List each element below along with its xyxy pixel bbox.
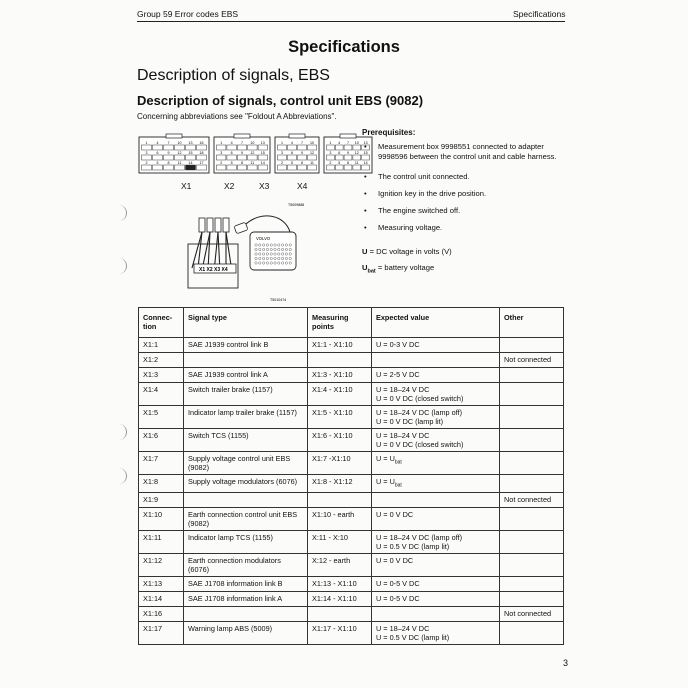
cell-other: [500, 592, 564, 607]
cell-connection: X1:1: [139, 338, 184, 353]
cell-expected-value: [372, 493, 500, 508]
header-expected-value: Expected value: [372, 308, 500, 338]
header-left: Group 59 Error codes EBS: [137, 9, 239, 19]
svg-text:5: 5: [291, 161, 293, 166]
svg-text:3: 3: [145, 151, 148, 156]
svg-text:2: 2: [329, 161, 332, 166]
svg-text:4: 4: [338, 141, 341, 146]
cell-connection: X1:3: [139, 368, 184, 383]
svg-text:10: 10: [177, 141, 182, 146]
svg-text:9: 9: [167, 151, 170, 156]
cell-signal-type: Earth connection control unit EBS (9082): [184, 508, 308, 531]
cell-connection: X1:6: [139, 429, 184, 452]
svg-text:15: 15: [188, 151, 193, 156]
prerequisite-item: • The engine switched off.: [362, 206, 562, 216]
svg-text:8: 8: [241, 161, 243, 166]
table-row: [139, 607, 564, 622]
cell-measuring-points: X1:8 - X1:12: [308, 475, 372, 493]
cell-other: [500, 338, 564, 353]
cell-other: [500, 475, 564, 493]
cell-expected-value: U = 2-5 V DC: [372, 368, 500, 383]
cell-signal-type: SAE J1939 control link A: [184, 368, 308, 383]
cell-measuring-points: X1:5 - X1:10: [308, 406, 372, 429]
legend-ubat: $U_{bat}$ = battery voltage: [362, 263, 435, 275]
svg-text:14: 14: [188, 161, 193, 166]
table-row: [139, 592, 564, 607]
prerequisites-list: [362, 142, 562, 239]
svg-text:14: 14: [363, 161, 368, 166]
svg-text:10: 10: [250, 141, 255, 146]
svg-text:11: 11: [354, 161, 359, 166]
cell-signal-type: Supply voltage modulators (6076): [184, 475, 308, 493]
table-row: [139, 531, 564, 554]
figure1-code: T5009888: [288, 203, 305, 207]
table-row: [139, 429, 564, 452]
table-row: [139, 554, 564, 577]
cell-expected-value: [372, 353, 500, 368]
page-number: 3: [563, 658, 569, 668]
table-row: [139, 475, 564, 493]
cell-expected-value: U = 0-5 V DC: [372, 592, 500, 607]
cell-signal-type: Supply voltage control unit EBS (9082): [184, 452, 308, 475]
svg-text:12: 12: [250, 151, 255, 156]
svg-text:15: 15: [260, 151, 265, 156]
cell-other: [500, 508, 564, 531]
svg-text:10: 10: [310, 141, 314, 146]
signals-table: [138, 307, 564, 645]
cell-expected-value: U = 0-3 V DC: [372, 338, 500, 353]
prerequisite-item: • Measurement box 9998551 connected to adapter 9998596 between the control unit and cable harness.: [362, 142, 562, 162]
brand-label: VOLVO: [256, 236, 271, 241]
cell-measuring-points: X1:7 -X1:10: [308, 452, 372, 475]
cell-expected-value: U = 18–24 V DC (lamp off) U = 0 V DC (lamp lit): [372, 406, 500, 429]
cell-measuring-points: X1:6 - X1:10: [308, 429, 372, 452]
header-connection: Connec-tion: [139, 308, 184, 338]
legend-u: U = DC voltage in volts (V): [362, 247, 452, 256]
cell-connection: X1:14: [139, 592, 184, 607]
svg-text:1: 1: [281, 141, 283, 146]
svg-text:4: 4: [230, 141, 233, 146]
svg-text:13: 13: [363, 141, 368, 146]
cell-signal-type: Warning lamp ABS (5009): [184, 622, 308, 645]
figure2-code: T5010474: [270, 298, 287, 302]
cell-measuring-points: X1:14 - X1:10: [308, 592, 372, 607]
cell-expected-value: $U = U_{bat}$: [372, 475, 500, 493]
cell-measuring-points: X1:1 - X1:10: [308, 338, 372, 353]
svg-text:7: 7: [167, 141, 170, 146]
svg-text:4: 4: [291, 141, 293, 146]
svg-text:6: 6: [338, 151, 341, 156]
cell-other: [500, 383, 564, 406]
cell-other: [500, 577, 564, 592]
cell-measuring-points: X:11 - X:10: [308, 531, 372, 554]
svg-text:7: 7: [241, 141, 243, 146]
header-other: Other: [500, 308, 564, 338]
svg-text:7: 7: [347, 141, 349, 146]
cell-measuring-points: X1:13 - X1:10: [308, 577, 372, 592]
cell-expected-value: $U = U_{bat}$: [372, 452, 500, 475]
cell-expected-value: U = 18–24 V DC U = 0 V DC (closed switch): [372, 429, 500, 452]
svg-text:11: 11: [177, 161, 182, 166]
svg-text:8: 8: [301, 161, 303, 166]
table-row: [139, 452, 564, 475]
cell-expected-value: [372, 607, 500, 622]
cell-expected-value: U = 18–24 V DC (lamp off) U = 0.5 V DC (lamp lit): [372, 531, 500, 554]
svg-text:11: 11: [310, 161, 314, 166]
punch-hole: [116, 468, 127, 484]
header-measuring-points: Measuring points: [308, 308, 372, 338]
table-header-row: [139, 308, 564, 338]
cell-other: [500, 622, 564, 645]
connector-label-x1: X1: [181, 181, 192, 191]
cell-expected-value: U = 0 V DC: [372, 554, 500, 577]
svg-text:2: 2: [145, 161, 148, 166]
cell-connection: X1:2: [139, 353, 184, 368]
section-title: Description of signals, control unit EBS (9082): [137, 93, 424, 108]
svg-text:10: 10: [354, 141, 359, 146]
cell-expected-value: U = 18–24 V DC U = 0.5 V DC (lamp lit): [372, 622, 500, 645]
cell-other: [500, 531, 564, 554]
header-signal-type: Signal type: [184, 308, 308, 338]
svg-text:11: 11: [250, 161, 255, 166]
svg-text:2: 2: [281, 161, 283, 166]
cell-connection: X1:16: [139, 607, 184, 622]
cell-connection: X1:8: [139, 475, 184, 493]
header-right: Specifications: [513, 9, 566, 19]
connector-x3: [275, 134, 319, 173]
connector-diagram: [138, 133, 374, 213]
prerequisites-title: Prerequisites:: [362, 128, 416, 137]
cell-signal-type: Indicator lamp TCS (1155): [184, 531, 308, 554]
cell-measuring-points: X1:3 - X1:10: [308, 368, 372, 383]
svg-text:3: 3: [329, 151, 332, 156]
cell-signal-type: SAE J1708 information link A: [184, 592, 308, 607]
svg-text:9: 9: [301, 151, 303, 156]
cell-other: [500, 554, 564, 577]
cell-signal-type: [184, 353, 308, 368]
cell-other: [500, 406, 564, 429]
svg-text:12: 12: [177, 151, 182, 156]
svg-text:14: 14: [260, 161, 265, 166]
table-row: [139, 406, 564, 429]
svg-text:18: 18: [199, 151, 204, 156]
cell-connection: X1:7: [139, 452, 184, 475]
cell-signal-type: [184, 493, 308, 508]
header-divider: [137, 21, 565, 22]
table-row: [139, 577, 564, 592]
svg-text:13: 13: [260, 141, 265, 146]
svg-text:13: 13: [188, 141, 193, 146]
page-subtitle: Description of signals, EBS: [137, 67, 330, 84]
svg-text:3: 3: [220, 151, 223, 156]
svg-text:15: 15: [363, 151, 368, 156]
cell-signal-type: Indicator lamp trailer brake (1157): [184, 406, 308, 429]
svg-text:6: 6: [230, 151, 233, 156]
cell-signal-type: SAE J1708 information link B: [184, 577, 308, 592]
cell-other: [500, 429, 564, 452]
cell-measuring-points: X1:10 - earth: [308, 508, 372, 531]
table-row: [139, 338, 564, 353]
svg-text:1: 1: [145, 141, 148, 146]
cell-expected-value: U = 0-5 V DC: [372, 577, 500, 592]
page-title: Specifications: [288, 38, 400, 56]
cell-other: Not connected: [500, 607, 564, 622]
cell-other: Not connected: [500, 493, 564, 508]
box-label: X1 X2 X3 X4: [199, 267, 228, 273]
svg-text:1: 1: [220, 141, 223, 146]
table-row: [139, 368, 564, 383]
svg-text:6: 6: [291, 151, 293, 156]
cell-signal-type: Switch trailer brake (1157): [184, 383, 308, 406]
prerequisite-item: • The control unit connected.: [362, 172, 562, 182]
prerequisite-item: • Measuring voltage.: [362, 223, 562, 233]
svg-text:5: 5: [156, 161, 159, 166]
cell-connection: X1:12: [139, 554, 184, 577]
cell-measuring-points: X1:4 - X1:10: [308, 383, 372, 406]
measurement-box-diagram: [180, 210, 330, 305]
svg-text:8: 8: [347, 161, 349, 166]
svg-text:12: 12: [354, 151, 359, 156]
table-row: [139, 493, 564, 508]
cell-signal-type: [184, 607, 308, 622]
svg-text:6: 6: [156, 151, 159, 156]
cell-other: [500, 368, 564, 383]
svg-text:16: 16: [199, 141, 204, 146]
cell-other: [500, 452, 564, 475]
cell-connection: X1:9: [139, 493, 184, 508]
svg-text:1: 1: [329, 141, 332, 146]
punch-hole: [116, 258, 127, 274]
table-row: [139, 383, 564, 406]
cell-connection: X1:13: [139, 577, 184, 592]
cell-connection: X1:4: [139, 383, 184, 406]
cell-other: Not connected: [500, 353, 564, 368]
connector-x2: [214, 134, 270, 173]
cell-connection: X1:17: [139, 622, 184, 645]
prerequisite-item: • Ignition key in the drive position.: [362, 189, 562, 199]
connector-x1: [139, 134, 209, 173]
svg-text:7: 7: [301, 141, 303, 146]
connector-label-x2: X2: [224, 181, 235, 191]
svg-text:4: 4: [156, 141, 159, 146]
svg-text:12: 12: [310, 151, 314, 156]
abbreviation-note: Concerning abbreviations see "Foldout A Abbreviations".: [137, 112, 337, 121]
svg-text:9: 9: [241, 151, 243, 156]
cell-measuring-points: X:12 - earth: [308, 554, 372, 577]
cell-connection: X1:5: [139, 406, 184, 429]
cell-connection: X1:10: [139, 508, 184, 531]
table-row: [139, 353, 564, 368]
cell-measuring-points: [308, 353, 372, 368]
cell-connection: X1:11: [139, 531, 184, 554]
svg-text:8: 8: [167, 161, 170, 166]
svg-text:5: 5: [230, 161, 233, 166]
svg-text:9: 9: [347, 151, 349, 156]
cell-measuring-points: [308, 607, 372, 622]
cell-expected-value: U = 0 V DC: [372, 508, 500, 531]
cell-signal-type: Switch TCS (1155): [184, 429, 308, 452]
punch-hole: [116, 424, 127, 440]
punch-hole: [116, 205, 127, 221]
cell-signal-type: Earth connection modulators (6076): [184, 554, 308, 577]
cell-measuring-points: [308, 493, 372, 508]
svg-text:5: 5: [338, 161, 341, 166]
cell-measuring-points: X1:17 - X1:10: [308, 622, 372, 645]
cell-signal-type: SAE J1939 control link B: [184, 338, 308, 353]
svg-text:2: 2: [220, 161, 223, 166]
connector-label-x4: X4: [297, 181, 308, 191]
svg-text:17: 17: [199, 161, 204, 166]
svg-text:3: 3: [281, 151, 283, 156]
cell-expected-value: U = 18–24 V DC U = 0 V DC (closed switch): [372, 383, 500, 406]
table-row: [139, 508, 564, 531]
connector-label-x3: X3: [259, 181, 270, 191]
table-row: [139, 622, 564, 645]
